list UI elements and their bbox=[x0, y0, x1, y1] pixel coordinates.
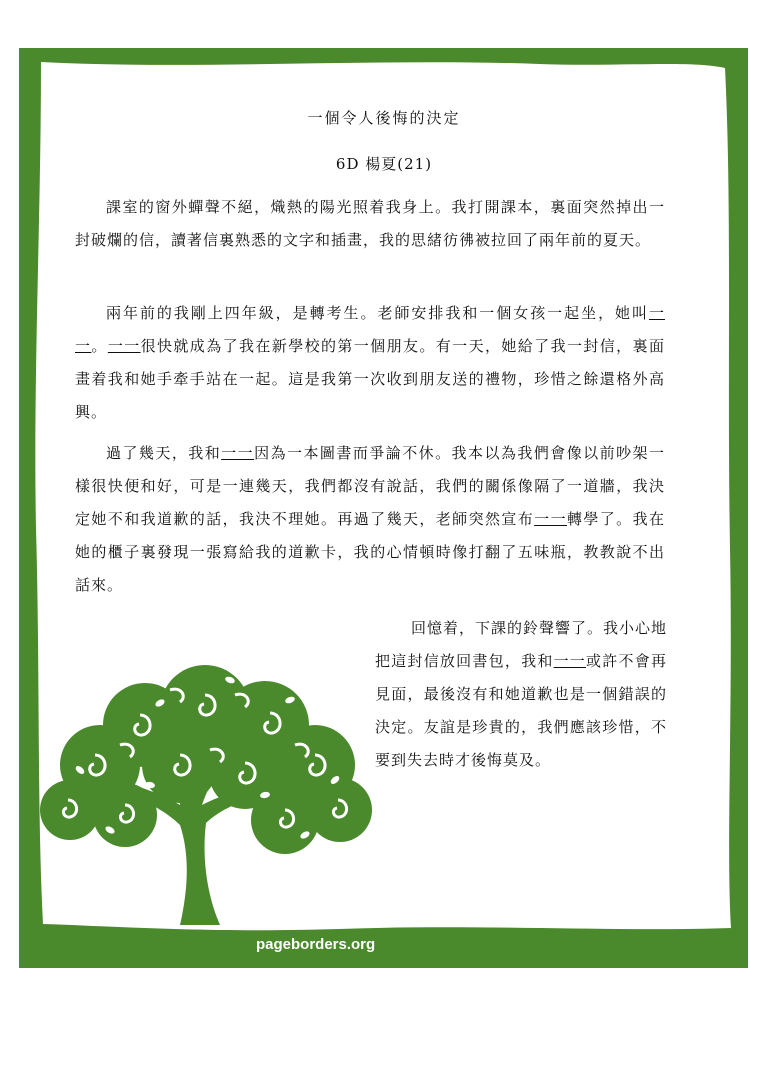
text-run: 回憶着，下課的鈴聲響了。我小心地把這封信放回書包，我和 bbox=[375, 619, 668, 670]
underlined-name: 一一 bbox=[75, 304, 665, 355]
text-run: 。 bbox=[91, 337, 108, 355]
essay-title: 一個令人後悔的決定 bbox=[307, 109, 461, 127]
text-run: 轉學了。我在她的櫃子裏發現一張寫給我的道歉卡，我的心情頓時像打翻了五味瓶，教教說不出話來。 bbox=[75, 510, 665, 594]
underlined-name: 一一 bbox=[221, 444, 255, 462]
paragraph-3 bbox=[75, 437, 665, 602]
text-run: 過了幾天，我和 bbox=[106, 444, 222, 462]
tree-icon bbox=[30, 655, 380, 925]
text-run: 很快就成為了我在新學校的第一個朋友。有一天，她給了我一封信，裏面畫着我和她手牽手站在一起。這是我第一次收到朋友送的禮物，珍惜之餘還格外高興。 bbox=[75, 337, 665, 421]
text-run: 課室的窗外蟬聲不絕，熾熱的陽光照着我身上。我打開課本，裏面突然掉出一封破爛的信，讀著信裏熟悉的文字和插畫，我的思緒彷彿被拉回了兩年前的夏天。 bbox=[75, 198, 665, 249]
text-run: 兩年前的我剛上四年級，是轉考生。老師安排我和一個女孩一起坐，她叫 bbox=[106, 304, 649, 322]
underlined-name: 一一 bbox=[553, 652, 587, 670]
underlined-name: 一一 bbox=[107, 337, 141, 355]
paragraph-2 bbox=[75, 297, 665, 429]
underlined-name: 一一 bbox=[534, 510, 567, 528]
text-run: 或許不會再見面，最後沒有和她道歉也是一個錯誤的決定。友誼是珍貴的，我們應該珍惜，不要到失去時才後悔莫及。 bbox=[375, 652, 667, 769]
text-run: 因為一本圖書而爭論不休。我本以為我們會像以前吵架一樣很快便和好，可是一連幾天，我們都沒有說話，我們的關係像隔了一道牆，我決定她不和我道歉的話，我決不理她。再過了幾天，老師突然宣布 bbox=[75, 444, 665, 528]
watermark-text: pageborders.org bbox=[256, 936, 376, 953]
paragraph-1 bbox=[75, 191, 665, 257]
author-line: 6D 楊夏(21) bbox=[335, 155, 433, 173]
paragraph-4 bbox=[375, 612, 667, 777]
